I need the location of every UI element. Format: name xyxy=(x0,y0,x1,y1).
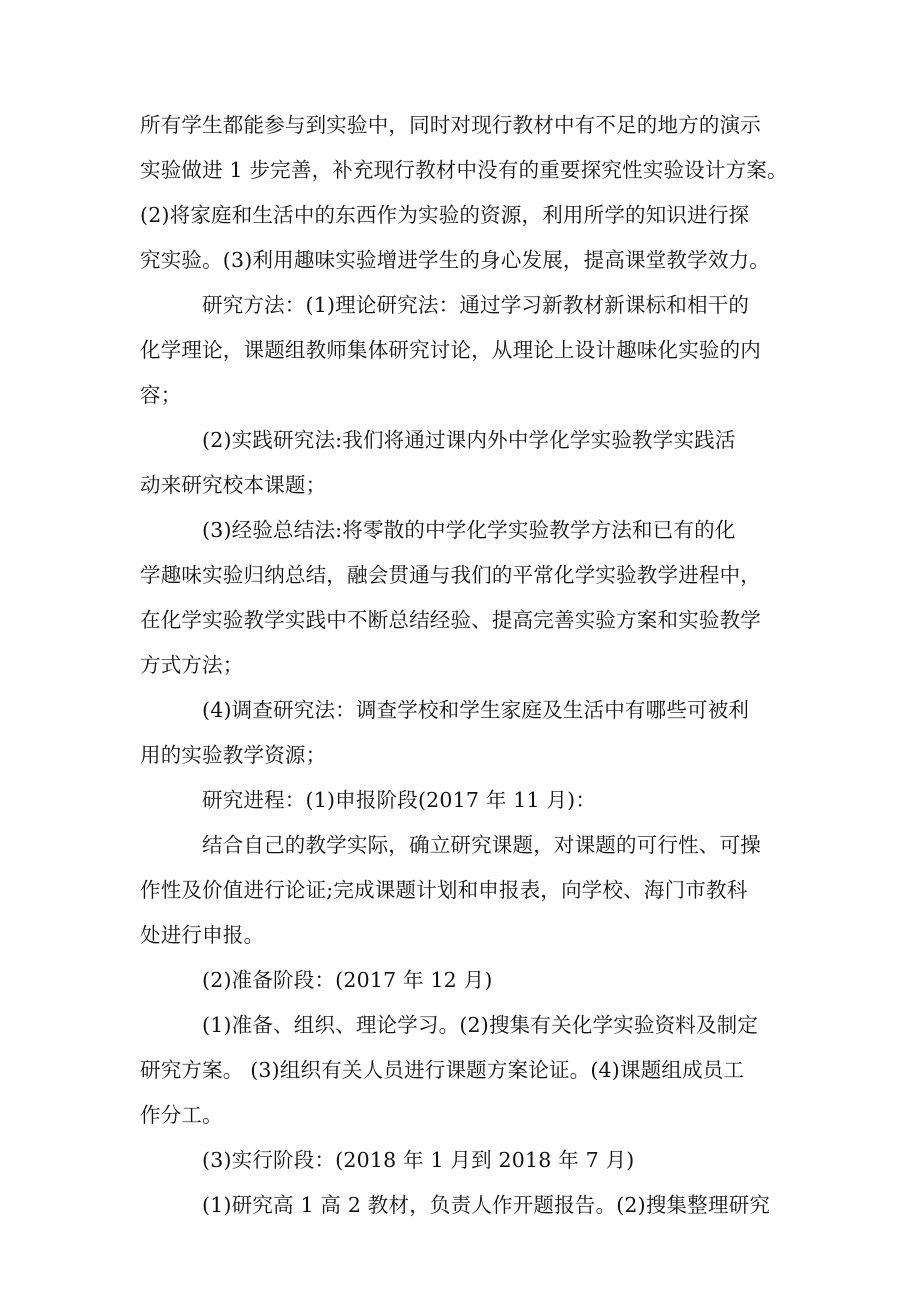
text-line: 用的实验教学资源； xyxy=(140,743,327,767)
text-line: 化学理论，课题组教师集体研究讨论，从理论上设计趣味化实验的内 xyxy=(140,338,761,362)
text-line: (1)研究高 1 高 2 教材，负责人作开题报告。(2)搜集整理研究 xyxy=(202,1193,771,1217)
text-line: (3)经验总结法:将零散的中学化学实验教学方法和已有的化 xyxy=(202,518,736,542)
text-line: 结合自己的教学实际，确立研究课题，对课题的可行性、可操 xyxy=(202,833,761,857)
text-line: 研究进程：(1)申报阶段(2017 年 11 月)： xyxy=(202,788,597,812)
text-line: (4)调查研究法：调查学校和学生家庭及生活中有哪些可被利 xyxy=(202,698,750,722)
text-line: 所有学生都能参与到实验中，同时对现行教材中有不足的地方的演示 xyxy=(140,113,761,137)
text-line: 动来研究校本课题； xyxy=(140,473,327,497)
text-line: (2)准备阶段：(2017 年 12 月) xyxy=(202,968,493,992)
text-line: (2)实践研究法:我们将通过课内外中学化学实验教学实践活 xyxy=(202,428,736,452)
text-line: 学趣味实验归纳总结，融会贯通与我们的平常化学实验教学进程中， xyxy=(140,563,761,587)
text-line: 处进行申报。 xyxy=(140,923,265,947)
text-line: 作性及价值进行论证;完成课题计划和申报表，向学校、海门市教科 xyxy=(140,878,748,902)
text-line: 研究方法：(1)理论研究法：通过学习新教材新课标和相干的 xyxy=(202,293,750,317)
text-line: 究实验。(3)利用趣味实验增进学生的身心发展，提高课堂教学效力。 xyxy=(140,248,770,272)
text-line: (2)将家庭和生活中的东西作为实验的资源，利用所学的知识进行探 xyxy=(140,203,750,227)
text-line: 在化学实验教学实践中不断总结经验、提高完善实验方案和实验教学 xyxy=(140,608,761,632)
text-line: 作分工。 xyxy=(140,1103,223,1127)
text-line: 容； xyxy=(140,383,182,407)
document-body xyxy=(140,103,790,1228)
text-line: 方式方法； xyxy=(140,653,244,677)
text-line: 实验做进 1 步完善，补充现行教材中没有的重要探究性实验设计方案。 xyxy=(140,158,788,182)
text-line: (3)实行阶段：(2018 年 1 月到 2018 年 7 月) xyxy=(202,1148,635,1172)
text-line: 研究方案。 (3)组织有关人员进行课题方案论证。(4)课题组成员工 xyxy=(140,1058,745,1082)
text-line: (1)准备、组织、理论学习。(2)搜集有关化学实验资料及制定 xyxy=(202,1013,759,1037)
